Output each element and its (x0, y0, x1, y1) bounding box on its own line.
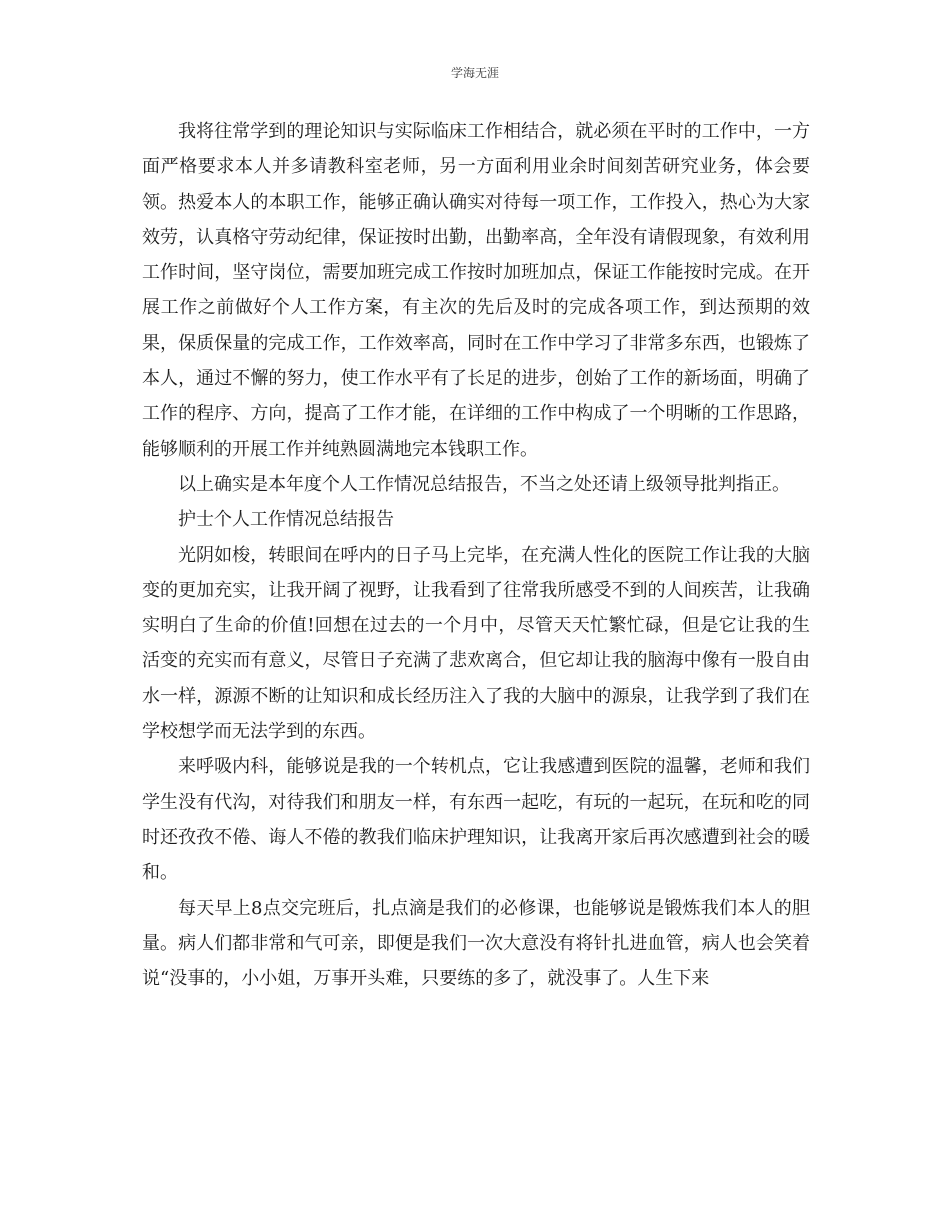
page-header: 学海无涯 (450, 66, 499, 80)
paragraph-closing: 以上确实是本年度个人工作情况总结报告，不当之处还请上级领导批判指正。 (178, 473, 790, 495)
document-body (142, 114, 810, 996)
paragraph-work-summary: 我将往常学到的理论知识与实际临床工作相结合，就必须在平时的工作中，一方面严格要求本人并多请教科室老师，另一方面利用业余时间刻苦研究业务，体会要领。热爱本人的本职工作，能够正确认确实对待每一项工作，工作投入，热心为大家效劳，认真格守劳动纪律，保证按时出勤，出勤率高，全年没有请假现象，有效利用工作时间，坚守岗位，需要加班完成工作按时加班加点，保证工作能按时完成。在开展工作之前做好个人工作方案，有主次的先后及时的完成各项工作，到达预期的效果，保质保量的完成工作，工作效率高，同时在工作中学习了非常多东西，也锻炼了本人，通过不懈的努力，使工作水平有了长足的进步，创始了工作的新场面，明确了工作的程序、方向，提高了工作才能，在详细的工作中构成了一个明晰的工作思路，能够顺利的开展工作并纯熟圆满地完本钱职工作。 (142, 121, 810, 460)
paragraph-daily-routine: 每天早上8点交完班后，扎点滴是我们的必修课，也能够说是锻炼我们本人的胆量。病人们都非常和气可亲，即便是我们一次大意没有将针扎进血管，病人也会笑着说“没事的，小小姐，万事开头难，只要练的多了，就没事了。人生下来 (142, 897, 810, 990)
paragraph-intro: 光阴如梭，转眼间在呼内的日子马上完毕，在充满人性化的医院工作让我的大脑变的更加充实，让我开阔了视野，让我看到了往常我所感受不到的人间疾苦，让我确实明白了生命的价值!回想在过去的一个月中，尽管天天忙繁忙碌，但是它让我的生活变的充实而有意义，尽管日子充满了悲欢离合，但它却让我的脑海中像有一股自由水一样，源源不断的让知识和成长经历注入了我的大脑中的源泉，让我学到了我们在学校想学而无法学到的东西。 (142, 544, 810, 743)
section-title: 护士个人工作情况总结报告 (178, 509, 394, 531)
paragraph-respiratory: 来呼吸内科，能够说是我的一个转机点，它让我感遭到医院的温馨，老师和我们学生没有代沟，对待我们和朋友一样，有东西一起吃，有玩的一起玩，在玩和吃的同时还孜孜不倦、诲人不倦的教我们临床护理知识，让我离开家后再次感遭到社会的暖和。 (142, 756, 810, 884)
